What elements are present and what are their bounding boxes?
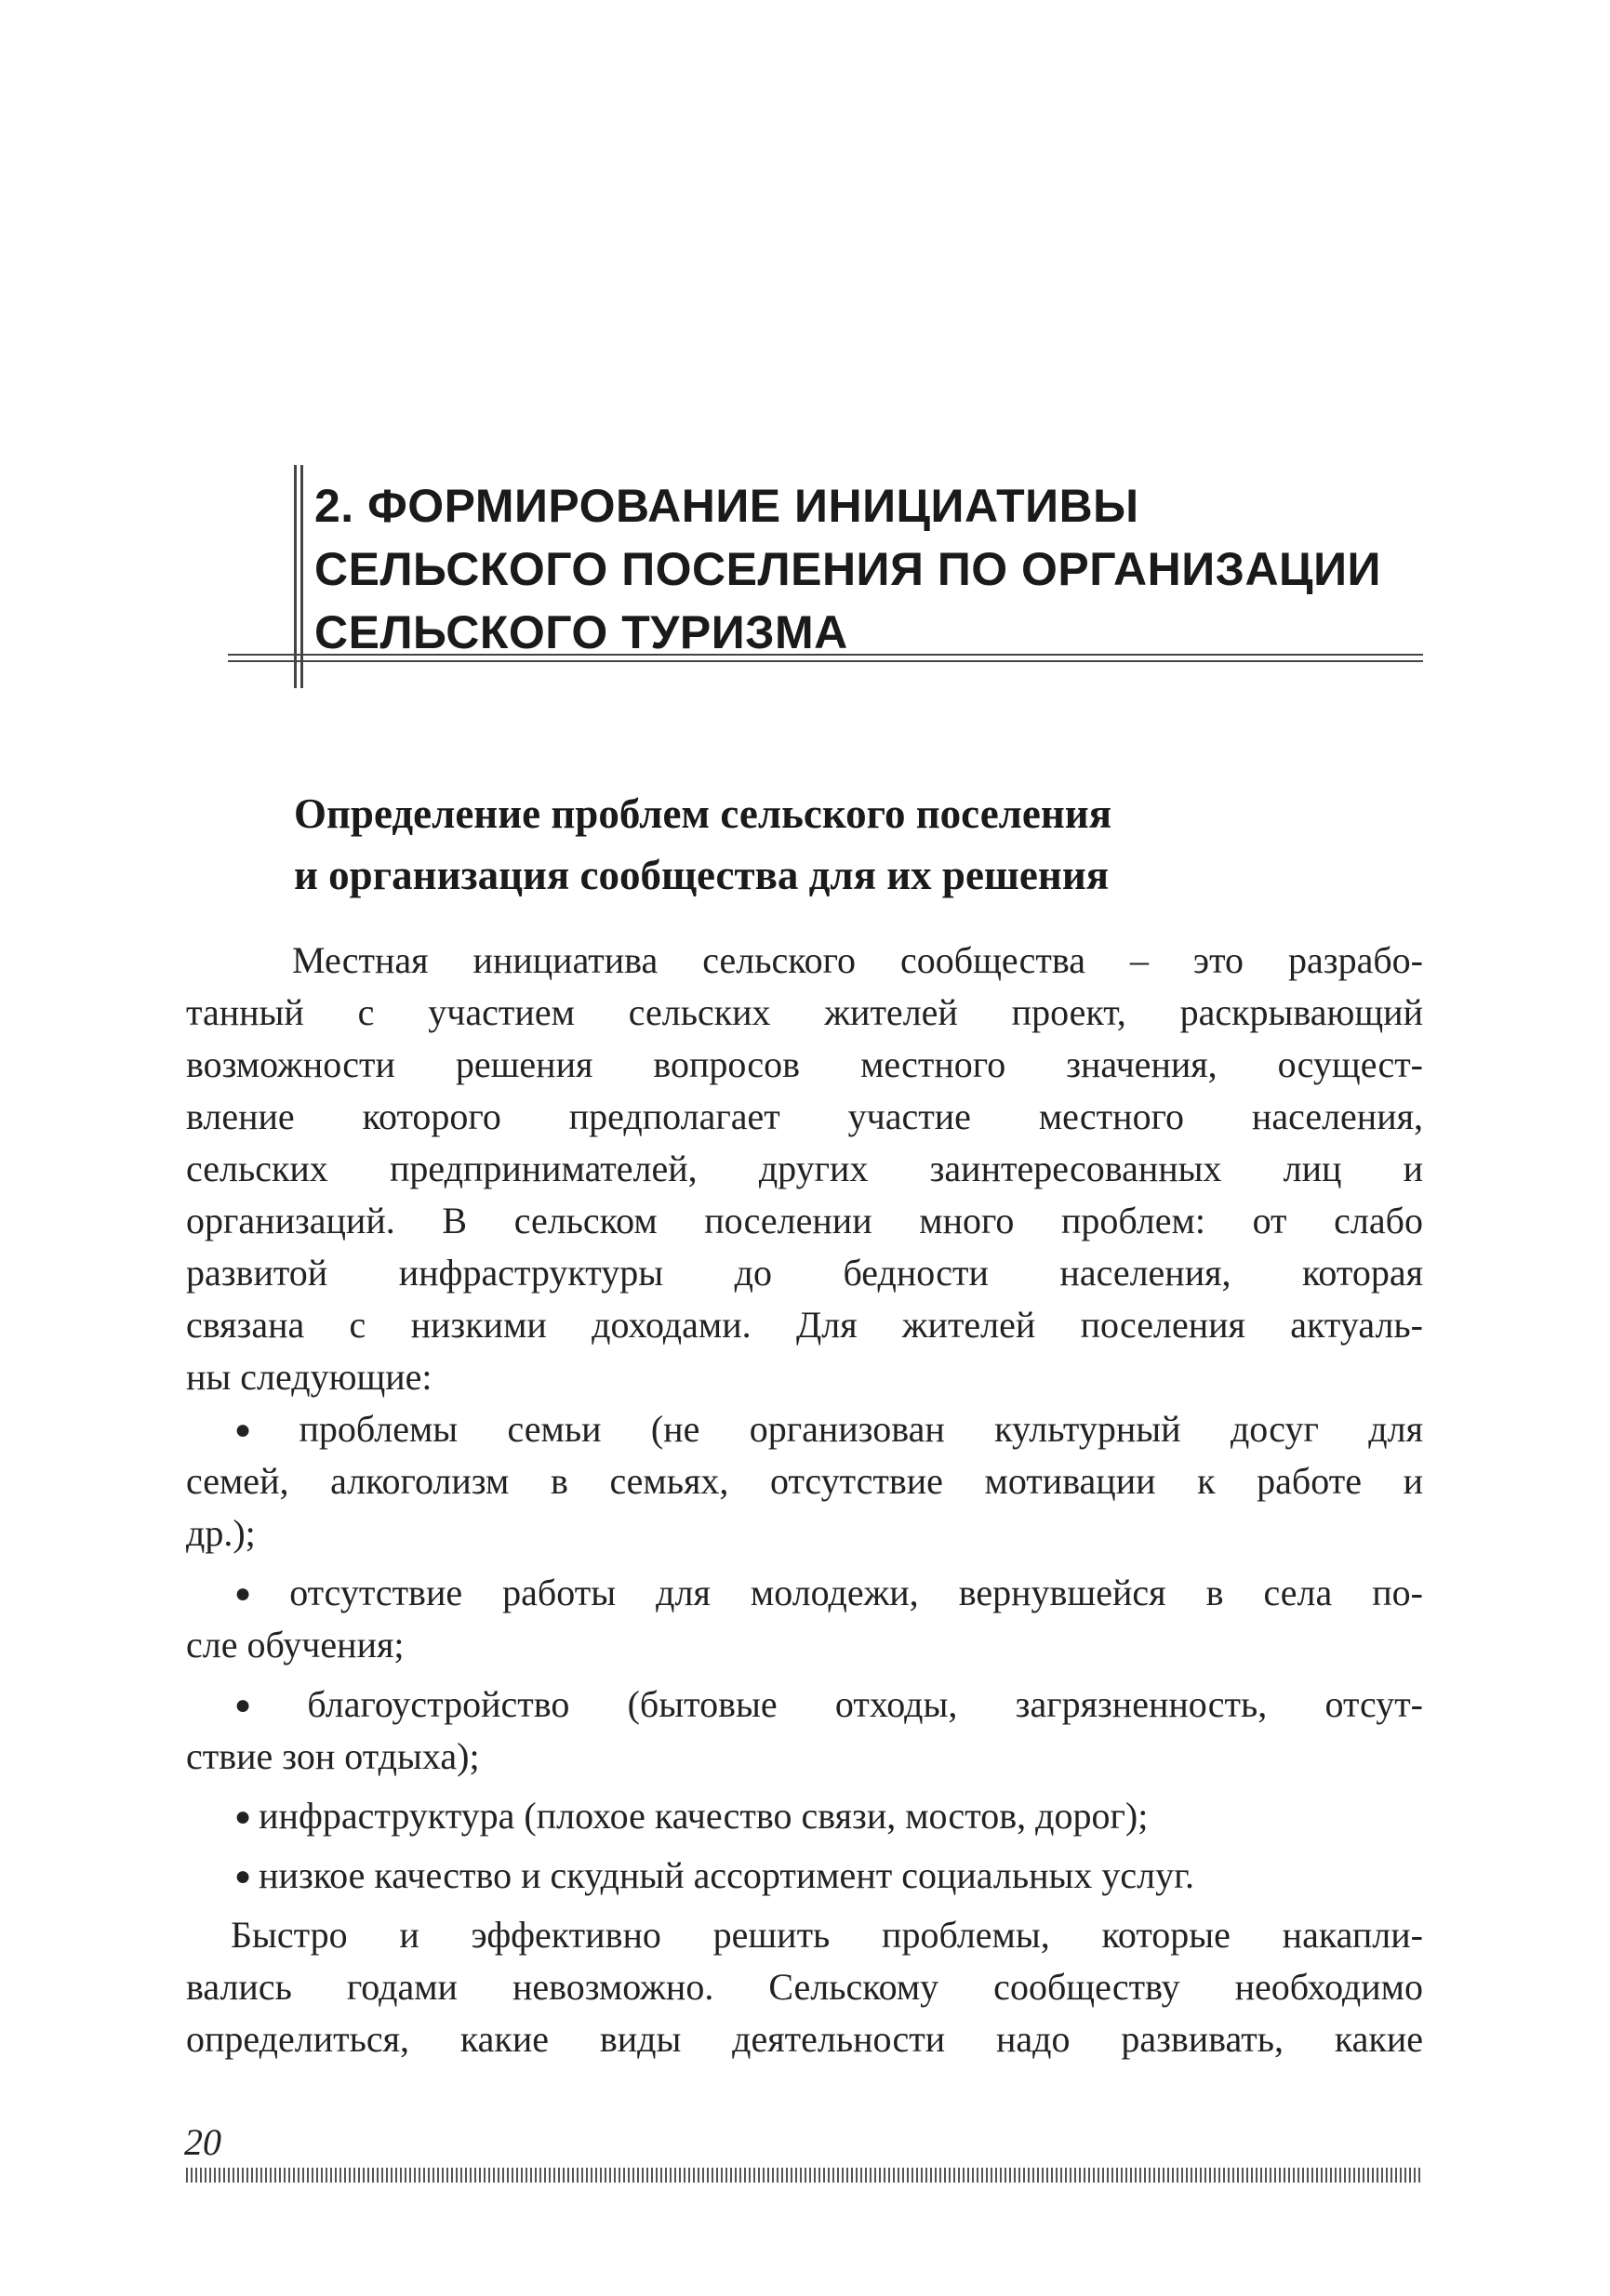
paragraph-2	[186, 1909, 1423, 2065]
chapter-title-line: СЕЛЬСКОГО ТУРИЗМА	[314, 606, 848, 658]
text-line: организаций. В сельском поселении много проблем: от слабо	[186, 1200, 1423, 1241]
list-item	[186, 1679, 1423, 1783]
text-line: сельских предпринимателей, других заинтересованных лиц и	[186, 1148, 1423, 1189]
text-line: семей, алкоголизм в семьях, отсутствие мотивации к работе и	[186, 1460, 1423, 1502]
chapter-title-line: 2. ФОРМИРОВАНИЕ ИНИЦИАТИВЫ	[314, 480, 1139, 532]
footer-tick-rule	[186, 2168, 1423, 2183]
list-item	[186, 1567, 1423, 1671]
text-line: Быстро и эффективно решить проблемы, которые накапли-	[231, 1914, 1423, 1956]
list-item	[186, 1850, 1423, 1902]
section-title	[294, 783, 1410, 906]
text-line: ● отсутствие работы для молодежи, вернувшейся в села по-	[186, 1567, 1423, 1619]
text-line: вались годами невозможно. Сельскому сообществу необходимо	[186, 1966, 1423, 2008]
paragraph-1	[186, 935, 1423, 1403]
list-item	[186, 1403, 1423, 1559]
chapter-title	[314, 474, 1468, 664]
text-line: ● низкое качество и скудный ассортимент социальных услуг.	[186, 1850, 1423, 1902]
text-line: ствие зон отдыха);	[186, 1735, 480, 1777]
text-line: ● инфраструктура (плохое качество связи, мостов, дорог);	[186, 1790, 1423, 1842]
bullet-list	[186, 1403, 1423, 1902]
text-line: ● проблемы семьи (не организован культурный досуг для	[186, 1403, 1423, 1455]
section-title-line: Определение проблем сельского поселения	[294, 790, 1112, 837]
text-line: Местная инициатива сельского сообщества – это разрабо-	[292, 939, 1423, 981]
list-item	[186, 1790, 1423, 1842]
chapter-title-line: СЕЛЬСКОГО ПОСЕЛЕНИЯ ПО ОРГАНИЗАЦИИ	[314, 543, 1381, 595]
text-line: др.);	[186, 1512, 256, 1554]
page-number: 20	[184, 2121, 221, 2163]
text-line: развитой инфраструктуры до бедности населения, которая	[186, 1252, 1423, 1294]
text-line: связана с низкими доходами. Для жителей поселения актуаль-	[186, 1304, 1423, 1346]
body-text	[186, 935, 1423, 2065]
text-line: ны следующие:	[186, 1356, 432, 1398]
text-line: возможности решения вопросов местного значения, осущест-	[186, 1043, 1423, 1085]
text-line: сле обучения;	[186, 1624, 405, 1666]
text-line: вление которого предполагает участие местного населения,	[186, 1095, 1423, 1137]
text-line: определиться, какие виды деятельности надо развивать, какие	[186, 2018, 1423, 2060]
text-line: ● благоустройство (бытовые отходы, загрязненность, отсут-	[186, 1679, 1423, 1731]
section-title-line: и организация сообщества для их решения	[294, 852, 1110, 898]
text-line: танный с участием сельских жителей проект, раскрывающий	[186, 991, 1423, 1033]
